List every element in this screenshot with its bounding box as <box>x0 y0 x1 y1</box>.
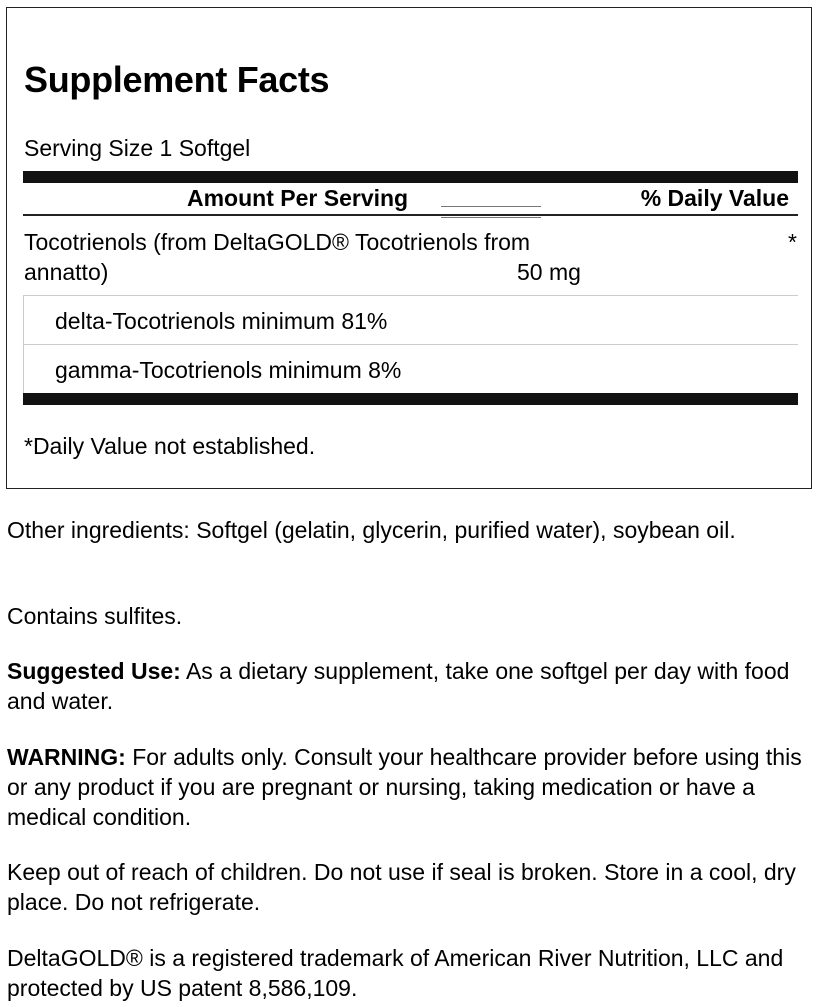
sub-ingredient-gamma: gamma-Tocotrienols minimum 8% <box>55 357 402 383</box>
warning-paragraph <box>7 742 807 832</box>
amount-per-serving-header: Amount Per Serving <box>187 185 409 211</box>
main-ingredient-amount: 50 mg <box>517 259 581 285</box>
serving-size: Serving Size 1 Softgel <box>24 135 251 161</box>
header-decorative-lines <box>441 206 541 218</box>
suggested-use-label: Suggested Use: <box>7 658 181 684</box>
indent-guide <box>23 345 24 393</box>
main-ingredient-daily-value: * <box>788 229 797 255</box>
suggested-use-paragraph <box>7 656 807 716</box>
header-divider <box>23 214 798 216</box>
daily-value-footnote: *Daily Value not established. <box>24 433 316 459</box>
row-divider <box>23 344 798 345</box>
main-ingredient-name-line1: Tocotrienols (from DeltaGOLD® Tocotrienols from <box>24 229 531 255</box>
sulfites-notice: Contains sulfites. <box>7 603 183 629</box>
panel-title: Supplement Facts <box>24 59 330 100</box>
indent-guide <box>23 296 24 344</box>
warning-label: WARNING: <box>7 744 126 770</box>
main-ingredient-name-line2: annatto) <box>24 259 109 285</box>
sub-ingredient-delta: delta-Tocotrienols minimum 81% <box>55 308 388 334</box>
suggested-use-text: As a dietary supplement, take one softgel per day with food and water. <box>7 658 790 714</box>
bottom-thick-divider <box>23 393 798 405</box>
supplement-facts-panel <box>6 7 812 489</box>
storage-instructions: Keep out of reach of children. Do not use if seal is broken. Store in a cool, dry place. Do not refrigerate. <box>7 859 796 915</box>
daily-value-header: % Daily Value <box>640 185 789 211</box>
top-thick-divider <box>23 171 798 183</box>
warning-text: For adults only. Consult your healthcare provider before using this or any product if you are pregnant or nursing, taking medication or have a medical condition. <box>7 744 802 830</box>
other-ingredients-text: Other ingredients: Softgel (gelatin, glycerin, purified water), soybean oil. <box>7 517 736 543</box>
trademark-notice: DeltaGOLD® is a registered trademark of American River Nutrition, LLC and protected by US patent 8,586,109. <box>7 945 784 1001</box>
row-divider <box>23 295 798 296</box>
